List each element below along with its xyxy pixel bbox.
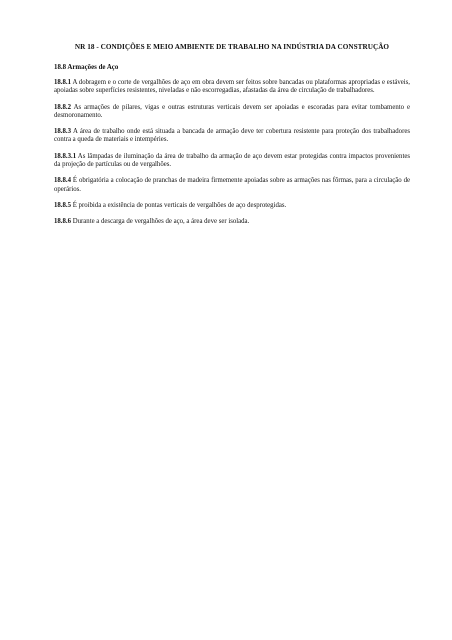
document-body: [54, 43, 410, 235]
paragraph-text: As armações de pilares, vigas e outras estruturas verticais devem ser apoiadas e escoradas para evitar tombamento e desmoronamento.: [54, 103, 410, 119]
paragraph-number: 18.8.4: [54, 177, 71, 185]
paragraph-18-8-2: [54, 104, 410, 121]
paragraph-number: 18.8.5: [54, 201, 71, 209]
paragraph-18-8-1: [54, 79, 410, 96]
paragraph-text: É proibida a existência de pontas verticais de vergalhões de aço desprotegidas.: [72, 201, 287, 209]
paragraph-text: É obrigatória a colocação de pranchas de madeira firmemente apoiadas sobre as armações nas fôrmas, para a circulação de operários.: [54, 177, 410, 193]
paragraph-text: A área de trabalho onde está situada a bancada de armação deve ter cobertura resistente para proteção dos trabalhadores contra a queda de materiais e intempéries.: [54, 128, 410, 144]
paragraph-18-8-5: [54, 202, 410, 210]
paragraph-18-8-6: [54, 218, 410, 226]
paragraph-number: 18.8.2: [54, 103, 71, 111]
paragraph-text: As lâmpadas de iluminação da área de trabalho da armação de aço devem estar protegidas contra impactos provenientes da projeção de partículas ou de vergalhões.: [54, 152, 410, 169]
paragraph-number: 18.8.1: [54, 79, 71, 86]
paragraph-text: Durante a descarga de vergalhões de aço, a área deve ser isolada.: [72, 218, 250, 226]
paragraph-number: 18.8.3.1: [54, 152, 77, 160]
paragraph-text: A dobragem e o corte de vergalhões de aço em obra devem ser feitos sobre bancadas ou plataformas apropriadas e estáveis, apoiadas sobre superfícies resistentes, niveladas e não escorregadias, afastadas da área de circulação de trabalhadores.: [54, 79, 411, 95]
paragraph-number: 18.8.6: [54, 218, 71, 226]
paragraph-18-8-4: [54, 177, 410, 194]
paragraph-number: 18.8.3: [54, 128, 71, 136]
section-heading: 18.8 Armações de Aço: [54, 64, 119, 71]
paragraph-18-8-3: [54, 128, 410, 145]
paragraph-18-8-3-1: [54, 153, 410, 170]
document-title: NR 18 - CONDIÇÕES E MEIO AMBIENTE DE TRABALHO NA INDÚSTRIA DA CONSTRUÇÃO: [74, 43, 390, 51]
